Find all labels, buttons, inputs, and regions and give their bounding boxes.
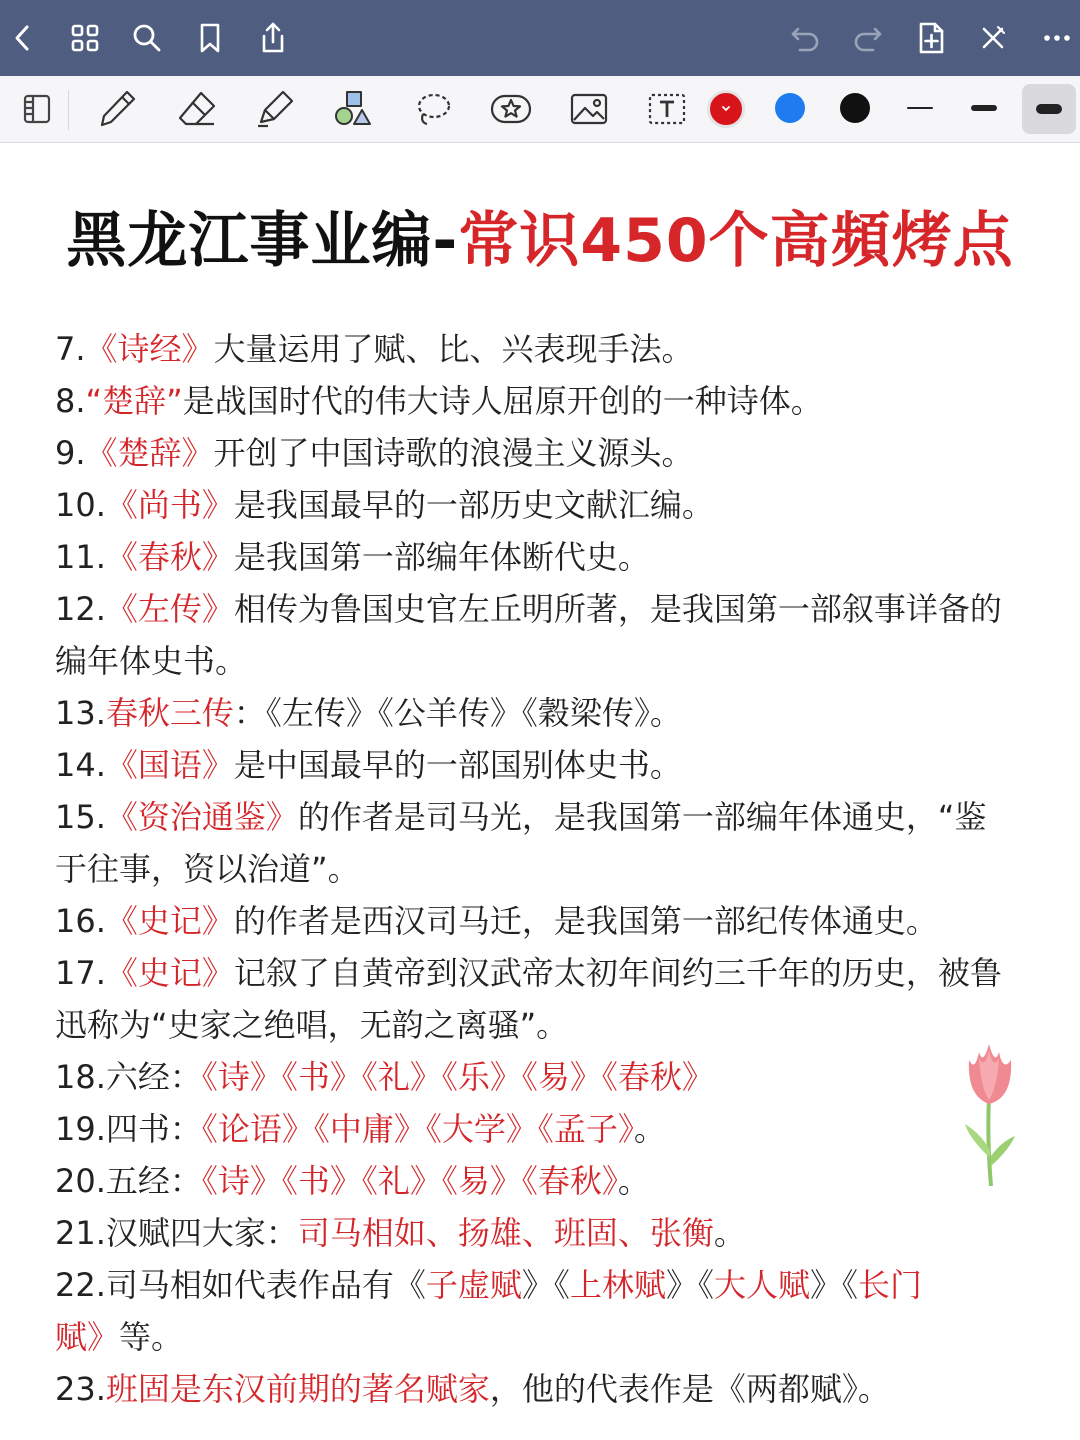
page-title [0,203,1080,279]
line-text: 开创了中国诗歌的浪漫主义源头。 [213,434,694,472]
tulip-sticker [955,1038,1025,1188]
list-item [55,583,1030,635]
line-text: 8. [55,382,86,420]
highlighted-text: “楚辞” [85,382,183,420]
highlighted-text: 《论语》《中庸》《大学》《孟子》 [201,1110,634,1148]
stroke-thin-option[interactable] [907,107,933,109]
line-text: 是我国最早的一部历史文献汇编。 [233,486,714,524]
list-item [55,843,1030,895]
highlighted-text: 《诗经》 [85,330,214,368]
highlighted-text: 司马相如、扬雄、班固、张衡 [297,1214,714,1252]
highlighted-text: 《史记》 [105,954,234,992]
bookmark-icon[interactable] [191,19,229,57]
eraser-tool-icon[interactable] [172,84,222,134]
grid-view-icon[interactable] [66,19,104,57]
stroke-medium-option[interactable] [971,105,997,111]
line-text: 23. [55,1370,106,1408]
line-text: ，他的代表作是《两都赋》。 [489,1370,890,1408]
list-item [55,999,1030,1051]
close-pen-icon[interactable] [974,19,1012,57]
line-text: 18.六经： [55,1058,202,1096]
list-item [55,479,1030,531]
line-text: 相传为鲁国史官左丘明所著，是我国第一部叙事详备的 [233,590,1002,628]
title-black-part: 黑龙江事业编- [66,206,459,276]
line-text: 16. [55,902,106,940]
color-swatch-blue[interactable] [775,93,805,123]
list-item [55,427,1030,479]
highlighted-text: 《楚辞》 [85,434,214,472]
line-text: 》《 [665,1266,714,1304]
line-text: 21.汉赋四大家： [55,1214,298,1252]
more-options-icon[interactable] [1038,19,1076,57]
highlighter-tool-icon[interactable] [250,84,300,134]
top-navigation-bar [0,0,1080,76]
line-text: 。 [617,1162,650,1200]
line-text: 是中国最早的一部国别体史书。 [233,746,682,784]
line-text: 13. [55,694,106,732]
line-text: 15. [55,798,106,836]
list-item [55,1051,1030,1103]
list-item [55,1155,1030,1207]
list-item [55,1311,1030,1363]
drawing-toolbar [0,76,1080,143]
document-page [0,143,1080,1440]
list-item [55,1103,1030,1155]
line-text: 是战国时代的伟大诗人屈原开创的一种诗体。 [182,382,823,420]
list-item [55,947,1030,999]
stroke-thick-option-selected[interactable] [1022,84,1076,134]
highlighted-text: 《左传》 [105,590,234,628]
highlighted-text: 长门 [858,1266,923,1304]
line-text: 的作者是司马光，是我国第一部编年体通史，“鉴 [297,798,987,836]
pen-tool-icon[interactable] [92,84,142,134]
sidebar-toggle-icon[interactable] [12,84,62,134]
highlighted-text: 子虚赋 [425,1266,522,1304]
line-text: 22.司马相如代表作品有《 [55,1266,426,1304]
line-text: 。 [633,1110,666,1148]
toolbar-divider [68,90,69,130]
notes-list [55,323,1030,1415]
list-item [55,375,1030,427]
share-icon[interactable] [254,19,292,57]
shapes-tool-icon[interactable] [328,84,378,134]
list-item [55,687,1030,739]
line-text: 记叙了自黄帝到汉武帝太初年间约三千年的历史，被鲁 [233,954,1002,992]
highlighted-text: 赋》 [55,1318,120,1356]
line-text: 于往事，资以治道”。 [55,850,360,888]
undo-icon[interactable] [786,19,824,57]
line-text: 的作者是西汉司马迁，是我国第一部纪传体通史。 [233,902,938,940]
title-red-part: 常识450个高頻烤点 [458,206,1014,276]
line-text: 》《 [521,1266,570,1304]
list-item [55,895,1030,947]
highlighted-text: 《春秋》 [105,538,234,576]
redo-icon[interactable] [849,19,887,57]
highlighted-text: 《尚书》 [105,486,234,524]
image-tool-icon[interactable] [564,84,614,134]
line-text: 19.四书： [55,1110,202,1148]
list-item [55,323,1030,375]
line-text: 大量运用了赋、比、兴表现手法。 [213,330,694,368]
stroke-thick-sample [1036,104,1062,114]
line-text: 迅称为“史家之绝唱，无韵之离骚”。 [55,1006,569,1044]
line-text: 》《 [809,1266,858,1304]
list-item [55,1207,1030,1259]
chevron-down-icon [716,101,736,115]
list-item [55,1259,1030,1311]
add-page-icon[interactable] [912,19,950,57]
line-text: ：《左传》《公羊传》《穀梁传》。 [233,694,682,732]
highlighted-text: 《诗》《书》《礼》《乐》《易》《春秋》 [201,1058,714,1096]
search-icon[interactable] [128,19,166,57]
line-text: 14. [55,746,106,784]
highlighted-text: 《史记》 [105,902,234,940]
list-item [55,1363,1030,1415]
list-item [55,739,1030,791]
highlighted-text: 《资治通鉴》 [105,798,298,836]
highlighted-text: 上林赋 [569,1266,666,1304]
line-text: 17. [55,954,106,992]
line-text: 12. [55,590,106,628]
line-text: 20.五经： [55,1162,202,1200]
line-text: 7. [55,330,86,368]
lasso-tool-icon[interactable] [408,84,458,134]
line-text: 。 [713,1214,746,1252]
line-text: 11. [55,538,106,576]
highlighted-text: 春秋三传 [105,694,234,732]
highlighted-text: 大人赋 [713,1266,810,1304]
highlighted-text: 班固是东汉前期的著名赋家 [105,1370,490,1408]
color-swatch-black[interactable] [840,93,870,123]
text-tool-icon[interactable] [642,84,692,134]
line-text: 是我国第一部编年体断代史。 [233,538,650,576]
sticker-tool-icon[interactable] [486,84,536,134]
line-text: 9. [55,434,86,472]
line-text: 等。 [119,1318,184,1356]
back-icon[interactable] [4,19,42,57]
line-text: 编年体史书。 [55,642,248,680]
list-item [55,791,1030,843]
highlighted-text: 《国语》 [105,746,234,784]
list-item [55,531,1030,583]
line-text: 10. [55,486,106,524]
highlighted-text: 《诗》《书》《礼》《易》《春秋》 [201,1162,618,1200]
list-item [55,635,1030,687]
